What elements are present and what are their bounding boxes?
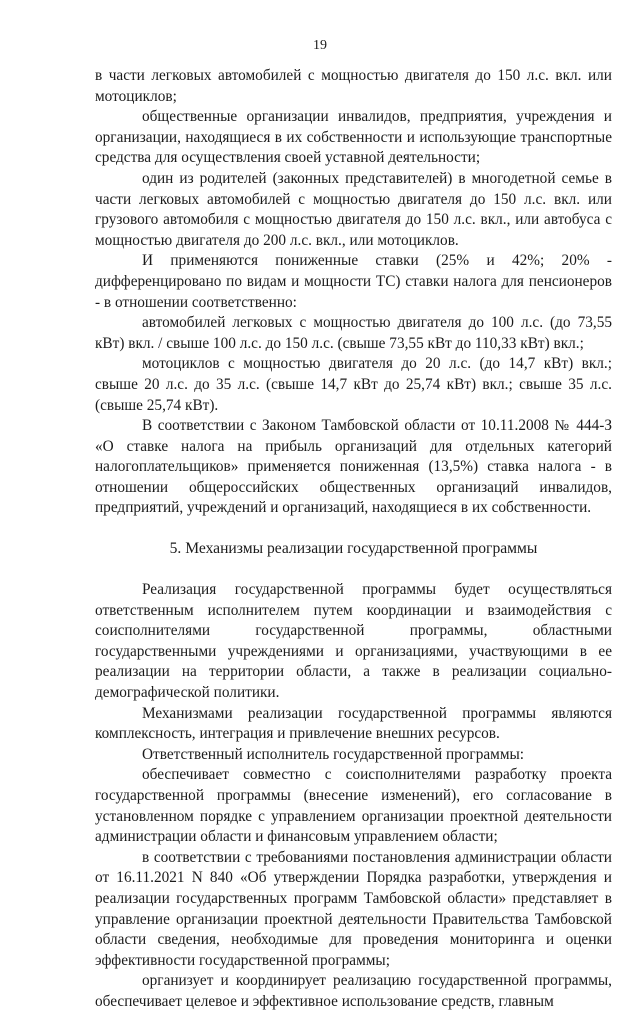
paragraph: общественные организации инвалидов, предприятия, учреждения и организации, находящиеся в их собственности и использующие транспортные средства для осуществления своей уставной деятельности;: [95, 108, 612, 167]
paragraph: В соответствии с Законом Тамбовской области от 10.11.2008 № 444-З «О ставке налога на прибыль организаций для отдельных категорий налогоплательщиков» применяется пониженная (13,5%) ставка налога - в отношении общероссийских общественных организаций инвалидов, предприятий, учреждений и организаций, находящиеся в их собственности.: [95, 417, 612, 517]
paragraph: организует и координирует реализацию государственной программы, обеспечивает целевое и эффективное использование средств, главным: [95, 972, 612, 1010]
paragraph: Механизмами реализации государственной программы являются комплексность, интеграция и привлечение внешних ресурсов.: [95, 704, 612, 743]
paragraph: Реализация государственной программы будет осуществляться ответственным исполнителем путем координации и взаимодействия с соисполнителями государственной программы, областными государственными учреждениями и организациями, участвующими в ее реализации на территории области, а также в реализации социально-демографической политики.: [95, 581, 612, 702]
document-body: [95, 66, 612, 1013]
paragraph: обеспечивает совместно с соисполнителями разработку проекта государственной программы (внесение изменений), его согласование в установленном порядке с управлением организации проектной деятельности администрации области и финансовым управлением области;: [95, 766, 612, 846]
paragraph: Ответственный исполнитель государственной программы:: [142, 745, 525, 763]
paragraph: И применяются пониженные ставки (25% и 42%; 20% - дифференцировано по видам и мощности ТС) ставки налога для пенсионеров - в отношении соответственно:: [95, 252, 612, 311]
paragraph: мотоциклов с мощностью двигателя до 20 л.с. (до 14,7 кВт) вкл.; свыше 20 л.с. до 35 л.с. (свыше 14,7 кВт до 25,74 кВт) вкл.; свыше 35 л.с. (свыше 25,74 кВт).: [95, 355, 612, 414]
paragraph: в части легковых автомобилей с мощностью двигателя до 150 л.с. вкл. или мотоциклов;: [95, 67, 612, 105]
paragraph: один из родителей (законных представителей) в многодетной семье в части легковых автомобилей с мощностью двигателя до 150 л.с. вкл. или грузового автомобиля с мощностью двигателя до 150 л.с. вкл., или автобуса с мощностью двигателя до 200 л.с. вкл., или мотоциклов.: [95, 169, 612, 249]
section-heading: 5. Механизмы реализации государственной программы: [169, 540, 538, 558]
paragraph: автомобилей легковых с мощностью двигателя до 100 л.с. (до 73,55 кВт) вкл. / свыше 100 л.с. до 150 л.с. (свыше 73,55 кВт до 110,33 кВт) вкл.;: [95, 314, 612, 352]
paragraph: в соответствии с требованиями постановления администрации области от 16.11.2021 N 840 «Об утверждении Порядка разработки, утверждения и реализации государственных программ Тамбовской области» представляет в управление организации проектной деятельности Правительства Тамбовской области сведения, необходимые для проведения мониторинга и оценки эффективности государственной программы;: [95, 848, 612, 969]
page-number: 19: [313, 38, 327, 53]
